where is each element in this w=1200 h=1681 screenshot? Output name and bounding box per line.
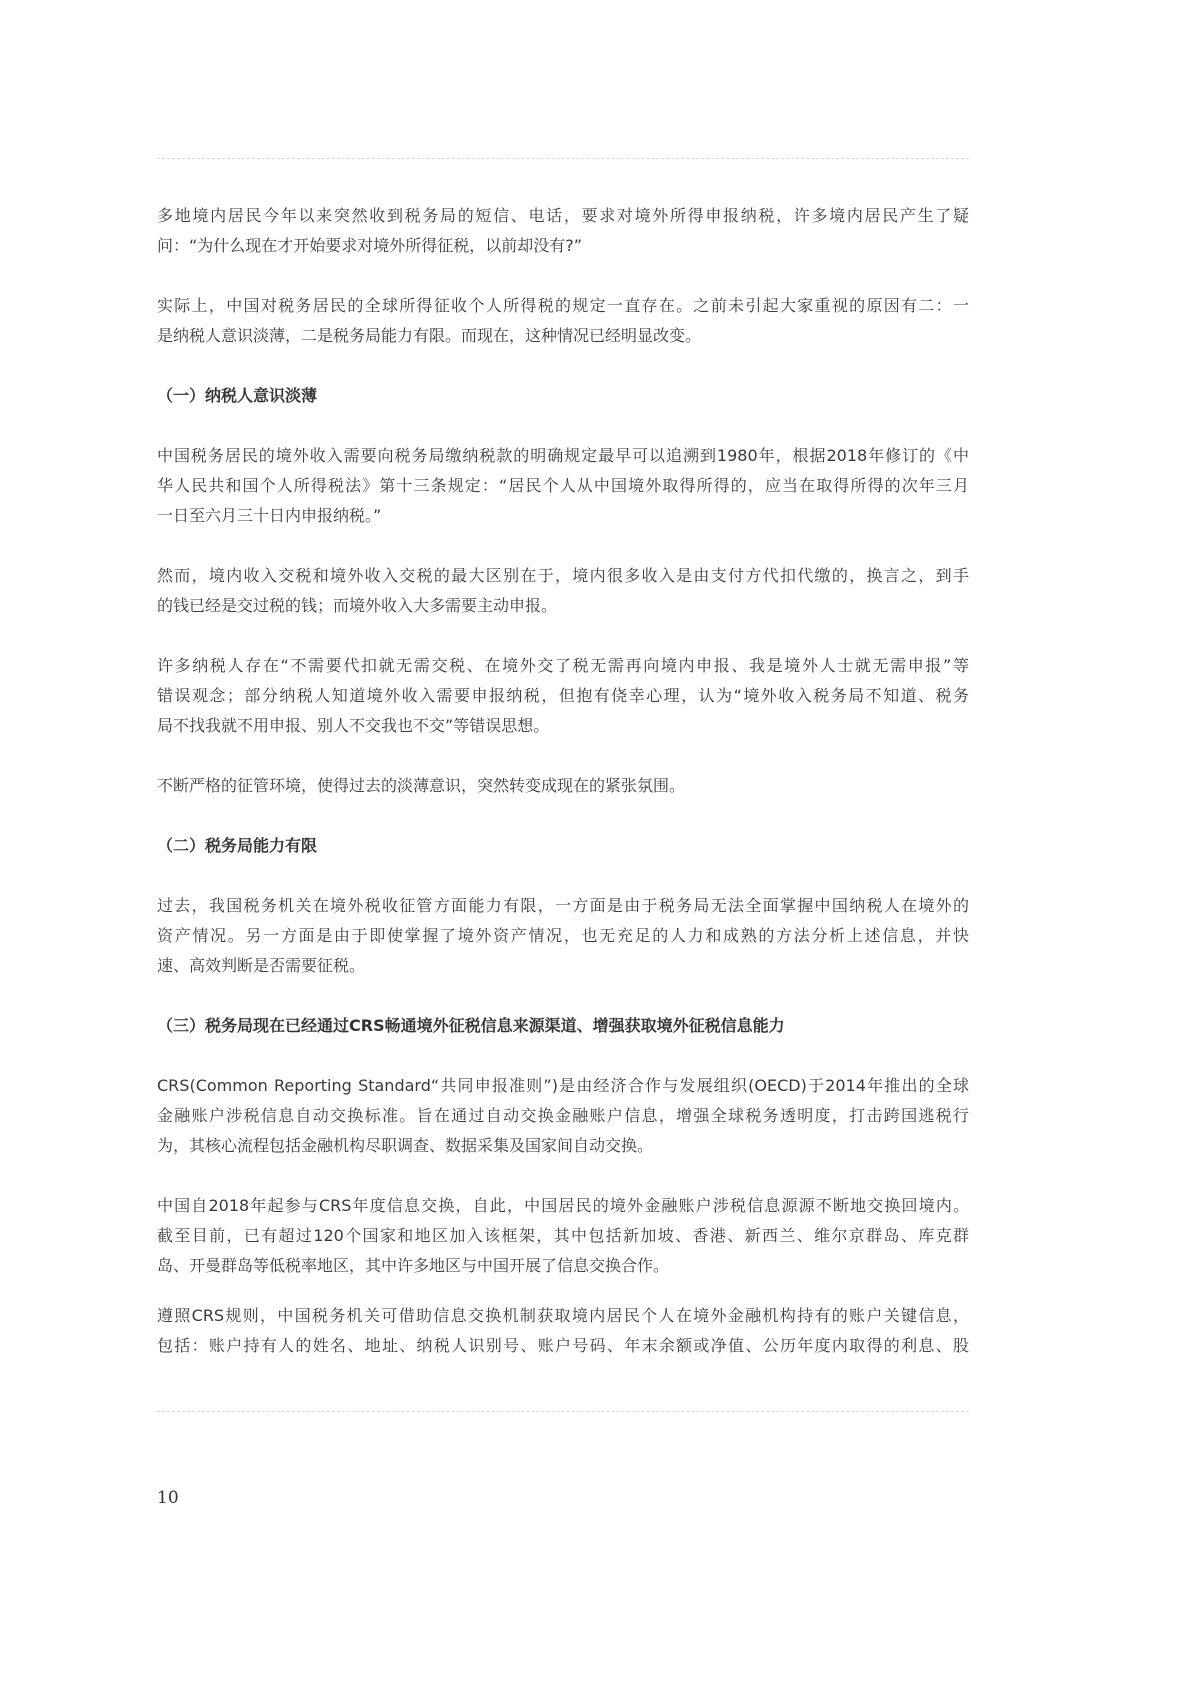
text-line: CRS(Common Reporting Standard“共同申报准则”)是由经济合作与发展组织(OECD)于2014年推出的全球 [157, 1076, 969, 1095]
text-line: 包括：账户持有人的姓名、地址、纳税人识别号、账户号码、年末余额或净值、公历年度内取得的利息、股 [157, 1336, 969, 1355]
body-paragraph [157, 1071, 969, 1161]
body-paragraph [157, 651, 969, 741]
text-line: 中国税务居民的境外收入需要向税务局缴纳税款的明确规定最早可以追溯到1980年，根据2018年修订的《中 [157, 446, 969, 465]
body-paragraph [157, 441, 969, 531]
text-line: 中国自2018年起参与CRS年度信息交换，自此，中国居民的境外金融账户涉税信息源源不断地交换回境内。 [157, 1196, 969, 1215]
text-line: 截至目前，已有超过120个国家和地区加入该框架，其中包括新加坡、香港、新西兰、维尔京群岛、库克群 [157, 1226, 969, 1245]
body-paragraph [157, 891, 969, 981]
text-line: 资产情况。另一方面是由于即使掌握了境外资产情况，也无充足的人力和成熟的方法分析上述信息，并快 [157, 926, 969, 945]
section-heading [157, 1011, 969, 1041]
text-line: 错误观念；部分纳税人知道境外收入需要申报纳税，但抱有侥幸心理，认为“境外收入税务局不知道、税务 [157, 686, 969, 705]
text-line: 一日至六月三十日内申报纳税。” [157, 506, 382, 525]
text-line: 速、高效判断是否需要征税。 [157, 956, 366, 975]
text-line: 问：“为什么现在才开始要求对境外所得征税，以前却没有?” [157, 236, 583, 255]
section-heading [157, 381, 969, 411]
text-line: 遵照CRS规则，中国税务机关可借助信息交换机制获取境内居民个人在境外金融机构持有的账户关键信息， [157, 1306, 969, 1325]
text-line: 许多纳税人存在“不需要代扣就无需交税、在境外交了税无需再向境内申报、我是境外人士就无需申报”等 [157, 656, 969, 675]
text-line: 金融账户涉税信息自动交换标准。旨在通过自动交换金融账户信息，增强全球税务透明度，打击跨国逃税行 [157, 1106, 969, 1125]
text-line: 过去，我国税务机关在境外税收征管方面能力有限，一方面是由于税务局无法全面掌握中国纳税人在境外的 [157, 896, 969, 915]
text-line: 岛、开曼群岛等低税率地区，其中许多地区与中国开展了信息交换合作。 [157, 1256, 670, 1275]
text-line: 实际上，中国对税务居民的全球所得征收个人所得税的规定一直存在。之前未引起大家重视的原因有二：一 [157, 296, 969, 315]
page-number: 10 [157, 1488, 179, 1508]
text-line: （三）税务局现在已经通过CRS畅通境外征税信息来源渠道、增强获取境外征税信息能力 [157, 1016, 785, 1035]
text-line: （二）税务局能力有限 [157, 836, 318, 855]
text-line: 为，其核心流程包括金融机构尽职调查、数据采集及国家间自动交换。 [157, 1136, 654, 1155]
text-line: 不断严格的征管环境，使得过去的淡薄意识，突然转变成现在的紧张氛围。 [157, 776, 686, 795]
body-paragraph [157, 771, 969, 801]
page-body [157, 201, 969, 1391]
body-paragraph [157, 291, 969, 351]
body-paragraph [157, 201, 969, 261]
text-line: 的钱已经是交过税的钱；而境外收入大多需要主动申报。 [157, 596, 558, 615]
body-paragraph [157, 561, 969, 621]
body-paragraph [157, 1301, 969, 1361]
section-heading [157, 831, 969, 861]
text-line: 是纳税人意识淡薄，二是税务局能力有限。而现在，这种情况已经明显改变。 [157, 326, 702, 345]
text-line: （一）纳税人意识淡薄 [157, 386, 318, 405]
text-line: 然而，境内收入交税和境外收入交税的最大区别在于，境内很多收入是由支付方代扣代缴的，换言之，到手 [157, 566, 969, 585]
body-paragraph [157, 1191, 969, 1281]
text-line: 多地境内居民今年以来突然收到税务局的短信、电话，要求对境外所得申报纳税，许多境内居民产生了疑 [157, 206, 969, 225]
header-divider [157, 158, 969, 159]
text-line: 局不找我就不用申报、别人不交我也不交”等错误思想。 [157, 716, 550, 735]
footer-divider [157, 1411, 969, 1412]
text-line: 华人民共和国个人所得税法》第十三条规定：“居民个人从中国境外取得所得的，应当在取得所得的次年三月 [157, 476, 969, 495]
